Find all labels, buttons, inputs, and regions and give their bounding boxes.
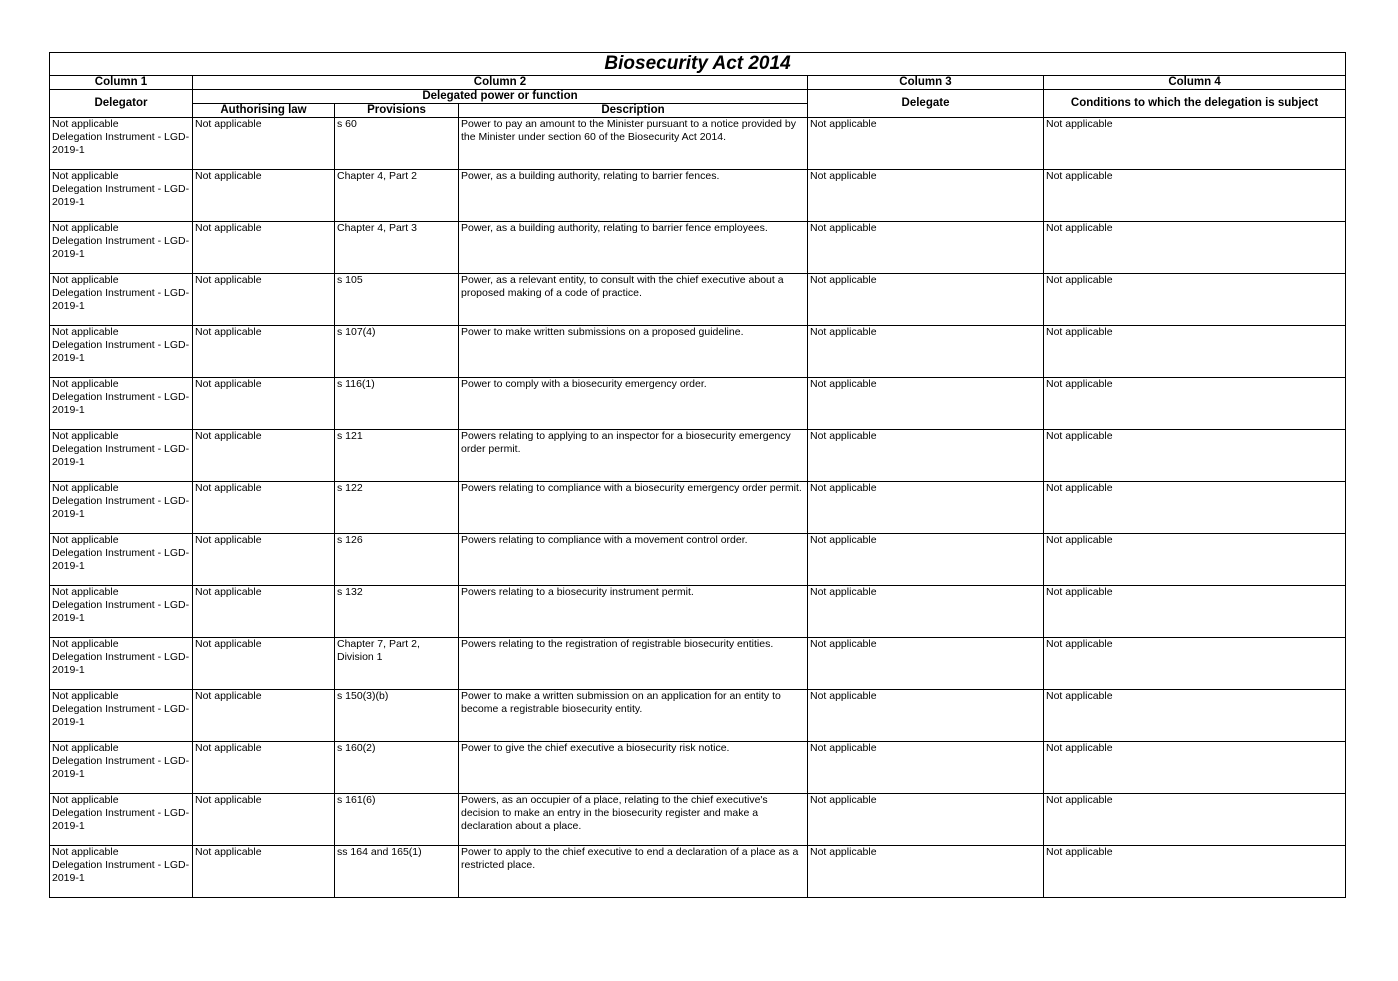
conditions-cell: Not applicable bbox=[1044, 690, 1346, 742]
provisions-cell: s 116(1) bbox=[335, 378, 459, 430]
delegator-cell bbox=[50, 638, 193, 690]
conditions-cell: Not applicable bbox=[1044, 118, 1346, 170]
description-cell: Power to make written submissions on a proposed guideline. bbox=[459, 326, 808, 378]
description-cell: Power, as a building authority, relating to barrier fences. bbox=[459, 170, 808, 222]
provisions-cell: Chapter 4, Part 3 bbox=[335, 222, 459, 274]
delegate-cell: Not applicable bbox=[808, 586, 1044, 638]
delegator-text: Not applicable bbox=[52, 638, 119, 650]
table-row bbox=[50, 378, 1346, 430]
description-cell: Power to pay an amount to the Minister pursuant to a notice provided by the Minister under section 60 of the Biosecurity Act 2014. bbox=[459, 118, 808, 170]
conditions-cell: Not applicable bbox=[1044, 430, 1346, 482]
provisions-cell: s 160(2) bbox=[335, 742, 459, 794]
delegated-power-header: Delegated power or function bbox=[193, 90, 808, 104]
conditions-cell: Not applicable bbox=[1044, 274, 1346, 326]
authorising-law-cell: Not applicable bbox=[193, 222, 335, 274]
delegation-instrument-text: Delegation Instrument - LGD-2019-1 bbox=[52, 651, 190, 676]
table-row bbox=[50, 170, 1346, 222]
delegator-text: Not applicable bbox=[52, 534, 119, 546]
delegator-text: Not applicable bbox=[52, 586, 119, 598]
authorising-law-cell: Not applicable bbox=[193, 378, 335, 430]
column-4-header: Column 4 bbox=[1044, 76, 1346, 90]
conditions-cell: Not applicable bbox=[1044, 482, 1346, 534]
delegate-cell: Not applicable bbox=[808, 534, 1044, 586]
table-row bbox=[50, 638, 1346, 690]
delegator-text: Not applicable bbox=[52, 378, 119, 390]
description-cell: Power, as a building authority, relating to barrier fence employees. bbox=[459, 222, 808, 274]
description-cell: Powers relating to applying to an inspector for a biosecurity emergency order permit. bbox=[459, 430, 808, 482]
conditions-cell: Not applicable bbox=[1044, 326, 1346, 378]
delegation-instrument-text: Delegation Instrument - LGD-2019-1 bbox=[52, 131, 190, 156]
delegator-cell bbox=[50, 118, 193, 170]
delegator-cell bbox=[50, 274, 193, 326]
conditions-cell: Not applicable bbox=[1044, 378, 1346, 430]
table-row bbox=[50, 846, 1346, 898]
delegator-header: Delegator bbox=[50, 90, 193, 118]
provisions-cell: s 126 bbox=[335, 534, 459, 586]
delegator-cell bbox=[50, 326, 193, 378]
delegate-cell: Not applicable bbox=[808, 742, 1044, 794]
provisions-cell: s 122 bbox=[335, 482, 459, 534]
delegator-cell bbox=[50, 170, 193, 222]
delegator-text: Not applicable bbox=[52, 326, 119, 338]
description-cell: Power to give the chief executive a biosecurity risk notice. bbox=[459, 742, 808, 794]
delegate-cell: Not applicable bbox=[808, 222, 1044, 274]
authorising-law-cell: Not applicable bbox=[193, 430, 335, 482]
delegator-text: Not applicable bbox=[52, 846, 119, 858]
delegation-instrument-text: Delegation Instrument - LGD-2019-1 bbox=[52, 859, 190, 884]
delegator-cell bbox=[50, 534, 193, 586]
conditions-cell: Not applicable bbox=[1044, 638, 1346, 690]
delegator-cell bbox=[50, 430, 193, 482]
delegator-text: Not applicable bbox=[52, 118, 119, 130]
authorising-law-cell: Not applicable bbox=[193, 638, 335, 690]
authorising-law-cell: Not applicable bbox=[193, 742, 335, 794]
description-cell: Powers relating to compliance with a movement control order. bbox=[459, 534, 808, 586]
authorising-law-cell: Not applicable bbox=[193, 482, 335, 534]
authorising-law-cell: Not applicable bbox=[193, 794, 335, 846]
authorising-law-cell: Not applicable bbox=[193, 274, 335, 326]
provisions-cell: Chapter 4, Part 2 bbox=[335, 170, 459, 222]
authorising-law-cell: Not applicable bbox=[193, 326, 335, 378]
delegation-instrument-text: Delegation Instrument - LGD-2019-1 bbox=[52, 339, 190, 364]
delegate-cell: Not applicable bbox=[808, 794, 1044, 846]
delegator-cell bbox=[50, 690, 193, 742]
delegate-cell: Not applicable bbox=[808, 430, 1044, 482]
authorising-law-cell: Not applicable bbox=[193, 534, 335, 586]
provisions-cell: s 60 bbox=[335, 118, 459, 170]
authorising-law-cell: Not applicable bbox=[193, 846, 335, 898]
table-row bbox=[50, 326, 1346, 378]
conditions-cell: Not applicable bbox=[1044, 170, 1346, 222]
delegation-instrument-text: Delegation Instrument - LGD-2019-1 bbox=[52, 391, 190, 416]
provisions-cell: s 121 bbox=[335, 430, 459, 482]
delegator-text: Not applicable bbox=[52, 690, 119, 702]
provisions-cell: s 161(6) bbox=[335, 794, 459, 846]
delegation-instrument-text: Delegation Instrument - LGD-2019-1 bbox=[52, 807, 190, 832]
delegate-cell: Not applicable bbox=[808, 274, 1044, 326]
delegate-cell: Not applicable bbox=[808, 482, 1044, 534]
conditions-cell: Not applicable bbox=[1044, 586, 1346, 638]
table-body bbox=[50, 118, 1346, 898]
authorising-law-cell: Not applicable bbox=[193, 118, 335, 170]
table-row bbox=[50, 482, 1346, 534]
table-row bbox=[50, 430, 1346, 482]
delegation-instrument-text: Delegation Instrument - LGD-2019-1 bbox=[52, 287, 190, 312]
delegation-instrument-text: Delegation Instrument - LGD-2019-1 bbox=[52, 755, 190, 780]
delegator-text: Not applicable bbox=[52, 482, 119, 494]
table-row bbox=[50, 742, 1346, 794]
delegation-instrument-text: Delegation Instrument - LGD-2019-1 bbox=[52, 495, 190, 520]
conditions-cell: Not applicable bbox=[1044, 534, 1346, 586]
delegator-text: Not applicable bbox=[52, 794, 119, 806]
conditions-cell: Not applicable bbox=[1044, 222, 1346, 274]
provisions-cell: s 132 bbox=[335, 586, 459, 638]
delegator-cell bbox=[50, 586, 193, 638]
delegation-instrument-text: Delegation Instrument - LGD-2019-1 bbox=[52, 443, 190, 468]
column-1-header: Column 1 bbox=[50, 76, 193, 90]
delegate-header: Delegate bbox=[808, 90, 1044, 118]
delegator-text: Not applicable bbox=[52, 742, 119, 754]
authorising-law-cell: Not applicable bbox=[193, 586, 335, 638]
delegator-cell bbox=[50, 378, 193, 430]
delegate-cell: Not applicable bbox=[808, 690, 1044, 742]
description-cell: Powers relating to compliance with a biosecurity emergency order permit. bbox=[459, 482, 808, 534]
delegator-text: Not applicable bbox=[52, 274, 119, 286]
conditions-cell: Not applicable bbox=[1044, 742, 1346, 794]
provisions-cell: Chapter 7, Part 2, Division 1 bbox=[335, 638, 459, 690]
description-cell: Power to make a written submission on an application for an entity to become a registrable biosecurity entity. bbox=[459, 690, 808, 742]
delegator-text: Not applicable bbox=[52, 222, 119, 234]
table-row bbox=[50, 794, 1346, 846]
delegate-cell: Not applicable bbox=[808, 378, 1044, 430]
column-2-header: Column 2 bbox=[193, 76, 808, 90]
authorising-law-header: Authorising law bbox=[193, 104, 335, 118]
table-row bbox=[50, 274, 1346, 326]
authorising-law-cell: Not applicable bbox=[193, 690, 335, 742]
provisions-cell: s 105 bbox=[335, 274, 459, 326]
delegate-cell: Not applicable bbox=[808, 326, 1044, 378]
delegation-table bbox=[49, 52, 1346, 898]
description-header: Description bbox=[459, 104, 808, 118]
provisions-cell: s 150(3)(b) bbox=[335, 690, 459, 742]
delegator-text: Not applicable bbox=[52, 170, 119, 182]
provisions-header: Provisions bbox=[335, 104, 459, 118]
authorising-law-cell: Not applicable bbox=[193, 170, 335, 222]
table-row bbox=[50, 222, 1346, 274]
delegate-cell: Not applicable bbox=[808, 170, 1044, 222]
delegation-instrument-text: Delegation Instrument - LGD-2019-1 bbox=[52, 235, 190, 260]
table-row bbox=[50, 690, 1346, 742]
delegator-cell bbox=[50, 222, 193, 274]
delegate-cell: Not applicable bbox=[808, 118, 1044, 170]
delegator-cell bbox=[50, 742, 193, 794]
conditions-header: Conditions to which the delegation is subject bbox=[1044, 90, 1346, 118]
delegation-instrument-text: Delegation Instrument - LGD-2019-1 bbox=[52, 599, 190, 624]
delegation-instrument-text: Delegation Instrument - LGD-2019-1 bbox=[52, 547, 190, 572]
delegate-cell: Not applicable bbox=[808, 638, 1044, 690]
description-cell: Powers, as an occupier of a place, relating to the chief executive's decision to make an entry in the biosecurity register and make a declaration about a place. bbox=[459, 794, 808, 846]
table-row bbox=[50, 534, 1346, 586]
delegate-cell: Not applicable bbox=[808, 846, 1044, 898]
column-3-header: Column 3 bbox=[808, 76, 1044, 90]
description-cell: Power to comply with a biosecurity emergency order. bbox=[459, 378, 808, 430]
page-title: Biosecurity Act 2014 bbox=[50, 53, 1346, 76]
delegation-instrument-text: Delegation Instrument - LGD-2019-1 bbox=[52, 183, 190, 208]
delegator-cell bbox=[50, 846, 193, 898]
description-cell: Power, as a relevant entity, to consult with the chief executive about a proposed making of a code of practice. bbox=[459, 274, 808, 326]
table-row bbox=[50, 586, 1346, 638]
description-cell: Powers relating to the registration of registrable biosecurity entities. bbox=[459, 638, 808, 690]
delegator-cell bbox=[50, 482, 193, 534]
delegator-cell bbox=[50, 794, 193, 846]
description-cell: Power to apply to the chief executive to end a declaration of a place as a restricted place. bbox=[459, 846, 808, 898]
conditions-cell: Not applicable bbox=[1044, 846, 1346, 898]
provisions-cell: s 107(4) bbox=[335, 326, 459, 378]
provisions-cell: ss 164 and 165(1) bbox=[335, 846, 459, 898]
table-row bbox=[50, 118, 1346, 170]
description-cell: Powers relating to a biosecurity instrument permit. bbox=[459, 586, 808, 638]
conditions-cell: Not applicable bbox=[1044, 794, 1346, 846]
delegation-instrument-text: Delegation Instrument - LGD-2019-1 bbox=[52, 703, 190, 728]
delegator-text: Not applicable bbox=[52, 430, 119, 442]
